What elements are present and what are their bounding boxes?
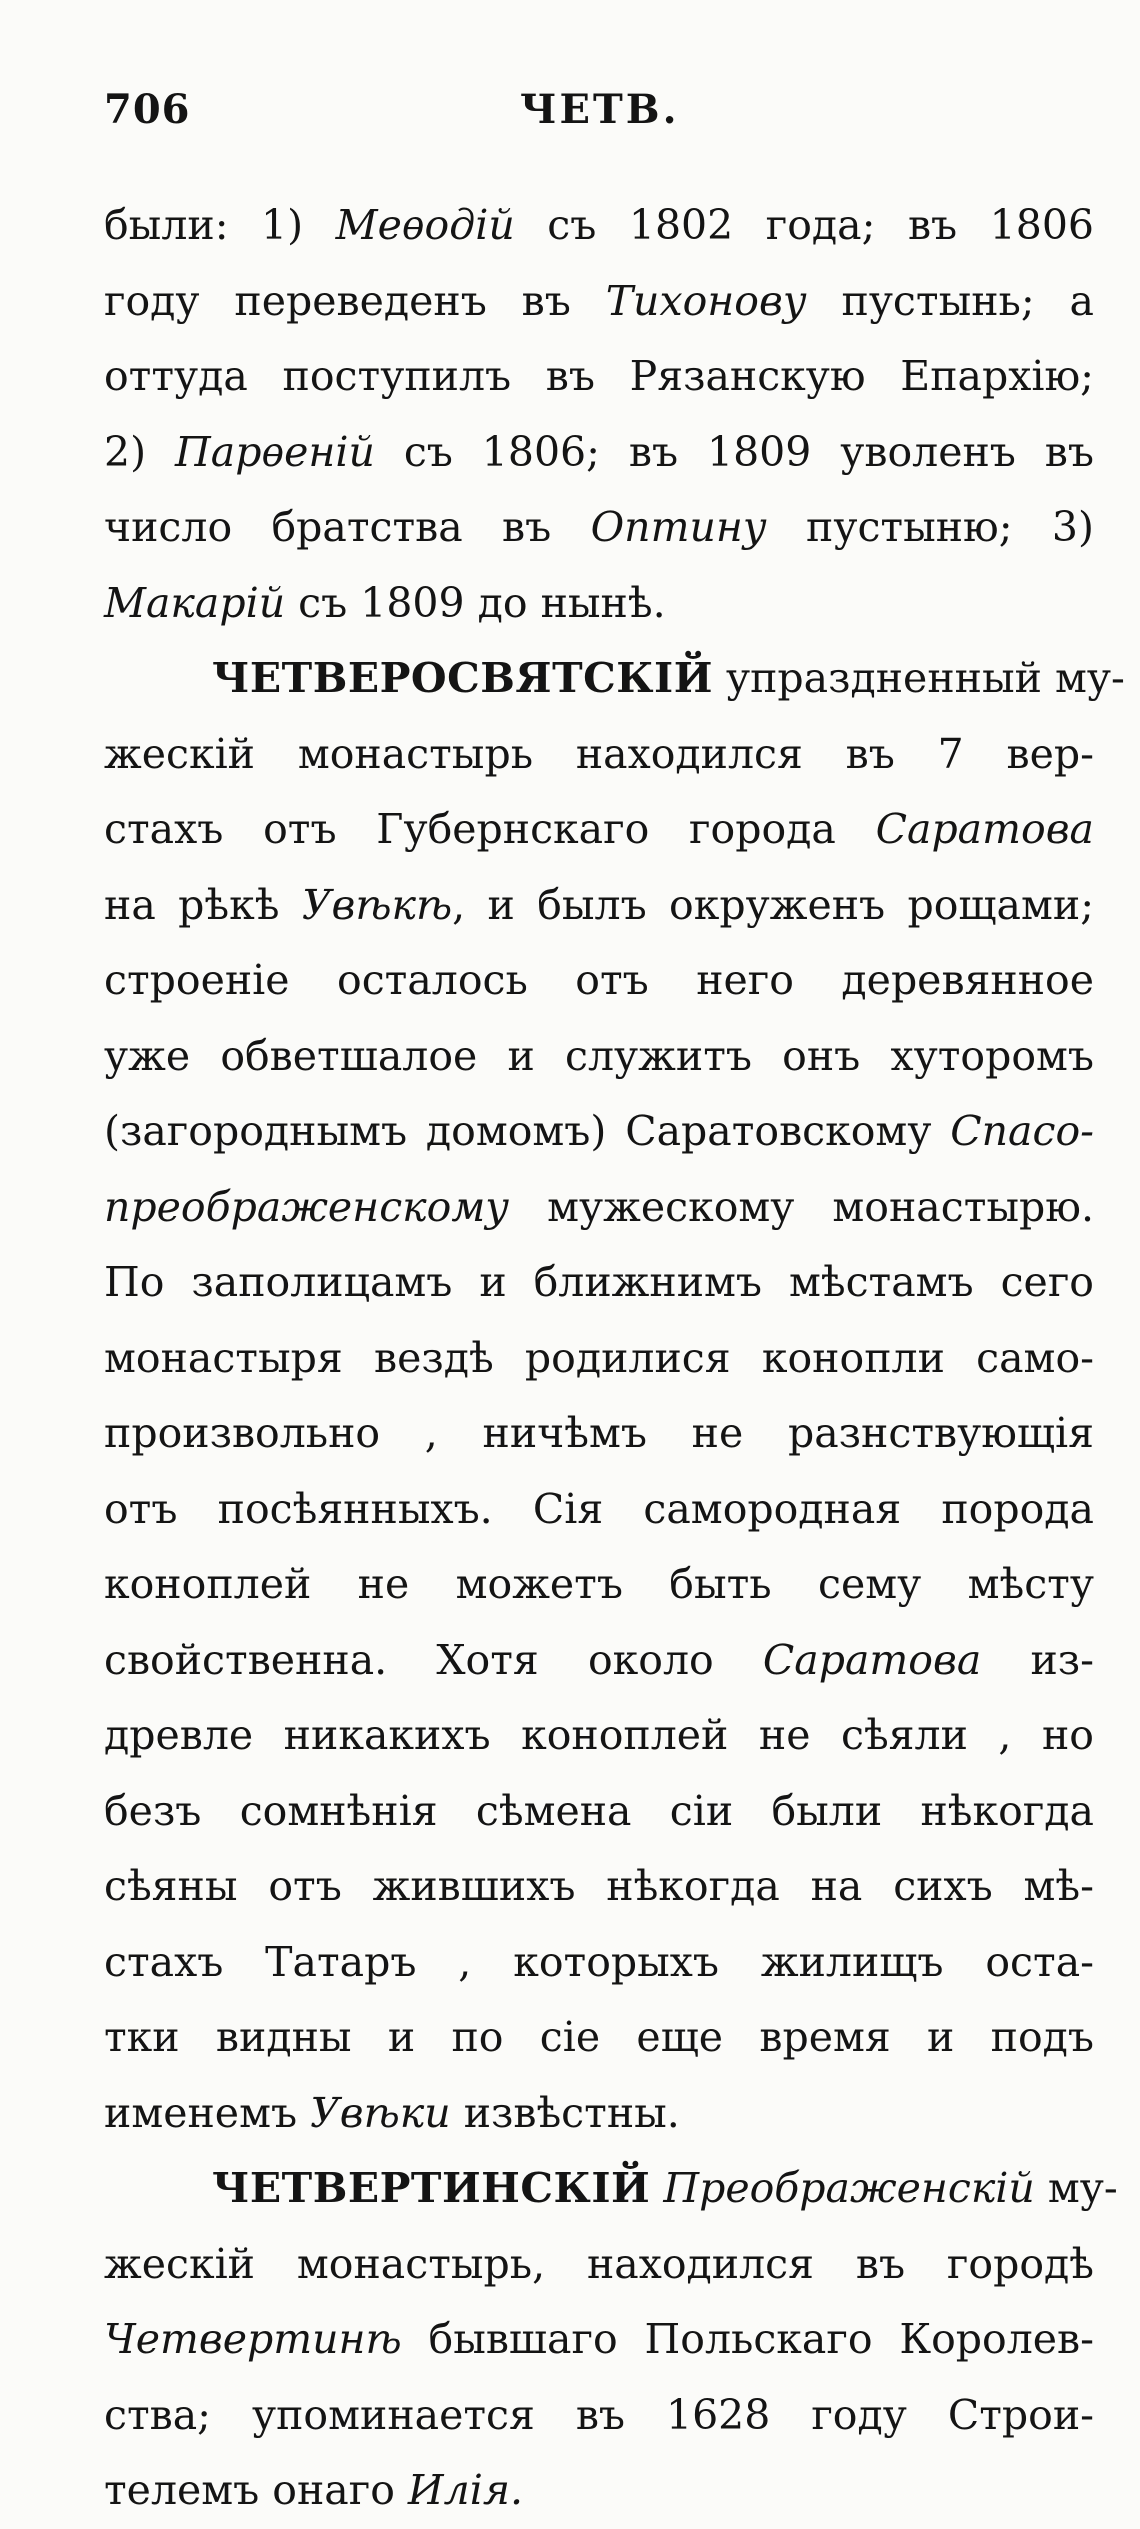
text-line: [104, 943, 1094, 1019]
text-segment: жескій монастырь находился въ 7 вер-: [104, 729, 1094, 778]
text-segment: По заполицамъ и ближнимъ мѣстамъ сего: [104, 1258, 1094, 1306]
text-segment: упраздненный му-: [712, 654, 1125, 702]
text-line: [104, 2302, 1094, 2378]
text-segment: уже обветшалое и служитъ онъ хуторомъ: [104, 1031, 1094, 1080]
text-line: [104, 1094, 1094, 1170]
entry-headword: ЧЕТВЕРОСВЯТСКІЙ: [212, 654, 713, 702]
italic-name: преображенскому: [104, 1182, 510, 1231]
text-segment: жескій монастырь, находился въ городѣ: [104, 2239, 1094, 2288]
text-segment: съ 1809 до нынѣ.: [285, 578, 666, 627]
text-line: [104, 1396, 1094, 1472]
text-segment: отъ посѣянныхъ. Сія самородная порода: [104, 1484, 1094, 1533]
text-segment: строеніе осталось отъ него деревянное: [104, 956, 1094, 1004]
text-line: [104, 2378, 1094, 2454]
text-segment: безъ сомнѣнія сѣмена сіи были нѣкогда: [104, 1786, 1094, 1835]
text-segment: телемъ онаго: [104, 2466, 408, 2514]
text-segment: коноплей не можетъ быть сему мѣсту: [104, 1560, 1094, 1608]
text-segment: тки видны и по сіе еще время и подъ: [104, 2013, 1094, 2061]
text-line: [104, 1698, 1094, 1774]
text-line: [104, 1245, 1094, 1321]
italic-name: Илія.: [407, 2466, 524, 2514]
text-line: [104, 1547, 1094, 1623]
text-segment: сѣяны отъ жившихъ нѣкогда на сихъ мѣ-: [104, 1862, 1094, 1910]
text-line: [104, 792, 1094, 868]
text-segment: извѣстны.: [450, 2088, 680, 2137]
text-segment: оттуда поступилъ въ Рязанскую Епархію;: [104, 352, 1094, 400]
text-segment: году переведенъ въ: [104, 276, 606, 325]
italic-name: Парѳеній: [175, 427, 375, 476]
text-line: [104, 2453, 1094, 2529]
text-segment: произвольно , ничѣмъ не разнствующія: [104, 1409, 1094, 1457]
text-segment: древле никакихъ коноплей не сѣяли , но: [104, 1711, 1094, 1759]
text-segment: стахъ Татаръ , которыхъ жилищъ оста-: [104, 1937, 1094, 1986]
text-line: [104, 415, 1094, 491]
entry-headword: ЧЕТВЕРТИНСКІЙ: [212, 2164, 651, 2212]
text-line: [104, 188, 1094, 264]
italic-name: Преображенскій: [663, 2164, 1035, 2212]
text-line: [104, 1019, 1094, 1095]
text-segment: , и былъ окруженъ рощами;: [452, 880, 1095, 929]
text-segment: были: 1): [104, 201, 336, 249]
text-segment: [650, 2164, 663, 2212]
text-line: [104, 2227, 1094, 2303]
text-line: [104, 1623, 1094, 1699]
text-segment: на рѣкѣ: [104, 880, 302, 929]
italic-name: Макарій: [104, 578, 286, 627]
italic-name: Саратова: [875, 805, 1094, 853]
body-text: [104, 188, 1125, 2529]
italic-name: Увѣки: [310, 2088, 451, 2137]
page-number: 706: [104, 86, 191, 133]
text-segment: бывшаго Польскаго Королев-: [401, 2315, 1094, 2363]
text-line: [104, 717, 1094, 793]
text-line: [104, 641, 1125, 717]
text-line: [104, 1321, 1094, 1397]
italic-name: Спасо-: [950, 1107, 1094, 1155]
text-line: [104, 1774, 1094, 1850]
italic-name: Увѣкѣ: [301, 880, 453, 929]
italic-name: Оптину: [590, 503, 767, 551]
text-segment: из-: [981, 1635, 1094, 1684]
text-line: [104, 566, 1094, 642]
text-segment: му-: [1034, 2164, 1118, 2212]
text-segment: монастыря вездѣ родилися конопли само-: [104, 1333, 1094, 1382]
text-line: [104, 490, 1094, 566]
text-segment: число братства въ: [104, 503, 591, 551]
text-segment: ства; упоминается въ 1628 году Строи-: [104, 2390, 1094, 2439]
text-segment: съ 1802 года; въ 1806: [514, 201, 1095, 249]
text-line: [104, 868, 1094, 944]
italic-name: Четвертинѣ: [104, 2315, 402, 2363]
text-segment: стахъ отъ Губернскаго города: [104, 805, 876, 853]
text-segment: свойственна. Хотя около: [104, 1635, 763, 1684]
italic-name: Меѳодій: [335, 201, 515, 249]
text-line: [104, 1925, 1094, 2001]
text-line: [104, 264, 1094, 340]
text-line: [104, 2000, 1094, 2076]
text-line: [104, 1472, 1094, 1548]
text-segment: пустынь; а: [806, 276, 1094, 325]
text-segment: 2): [104, 427, 176, 476]
italic-name: Саратова: [762, 1635, 982, 1684]
text-line: [104, 2076, 1094, 2152]
text-segment: (загороднымъ домомъ) Саратовскому: [104, 1107, 951, 1155]
text-segment: именемъ: [104, 2088, 311, 2137]
text-line: [104, 2151, 1118, 2227]
italic-name: Тихонову: [605, 276, 807, 325]
text-line: [104, 339, 1094, 415]
text-segment: съ 1806; въ 1809 уволенъ въ: [374, 427, 1094, 476]
text-segment: мужескому монастырю.: [509, 1182, 1094, 1231]
text-line: [104, 1849, 1094, 1925]
text-segment: пустыню; 3): [766, 503, 1094, 551]
text-line: [104, 1170, 1094, 1246]
running-head: ЧЕТВ.: [520, 86, 680, 133]
